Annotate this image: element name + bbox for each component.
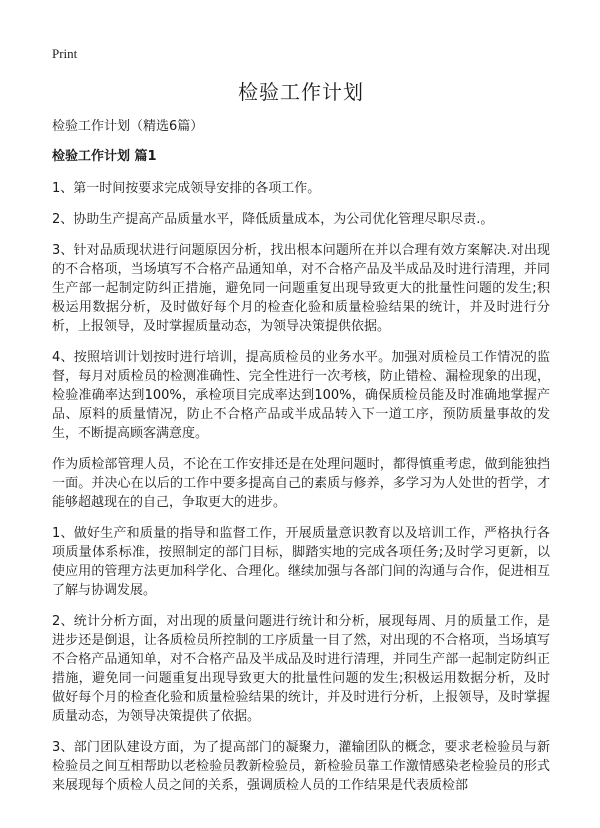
paragraph-8: 3、部门团队建设方面，为了提高部门的凝聚力，灌输团队的概念，要求老检验员与新检验员之间互相帮助以老检验员教新检验员，新检验员靠工作激情感染老检验员的形式来展现每个质检人员之间的关系，强调质检人员的工作结果是代表质检部 — [52, 740, 550, 793]
paragraph-6: 1、做好生产和质量的指导和监督工作，开展质量意识教育以及培训工作，严格执行各项质量体系标准，按照制定的部门目标，脚踏实地的完成各项任务;及时学习更新，以使应用的管理方法更加科学化、合理化。继续加强与各部门间的沟通与合作，促进相互了解与协调发展。 — [52, 526, 550, 598]
page-title: 检验工作计划 — [238, 80, 364, 104]
document-body — [52, 78, 550, 807]
paragraph-5: 作为质检部管理人员，不论在工作安排还是在处理问题时，都得慎重考虑，做到能独挡一面。并决心在以后的工作中要多提高自己的素质与修养，多学习为人处世的哲学，才能够超越现在的自己，争取更大的进步。 — [52, 457, 550, 510]
document-subtitle: 检验工作计划（精选6篇） — [52, 119, 204, 134]
paragraph-3: 3、针对品质现状进行问题原因分析，找出根本问题所在并以合理有效方案解决.对出现的不合格项，当场填写不合格产品通知单，对不合格产品及半成品及时进行清理，并同生产部一起制定防纠正措施，避免同一问题重复出现导致更大的批量性问题的发生;积极运用数据分析，及时做好每个月的检查化验和质量检验结果的统计，并及时进行分析，上报领导，及时掌握质量动态，为领导决策提供依据。 — [52, 243, 550, 334]
paragraph-2: 2、协助生产提高产品质量水平，降低质量成本，为公司优化管理尽职尽责.。 — [52, 212, 494, 227]
paragraph-1: 1、第一时间按要求完成领导安排的各项工作。 — [52, 181, 321, 196]
section-heading: 检验工作计划 篇1 — [52, 149, 157, 164]
print-link[interactable]: Print — [52, 46, 78, 61]
paragraph-7: 2、统计分析方面，对出现的质量问题进行统计和分析，展现每周、月的质量工作，是进步还是倒退，让各质检员所控制的工序质量一目了然，对出现的不合格项，当场填写不合格产品通知单，对不合格产品及半成品及时进行清理，并同生产部一起制定防纠正措施，避免同一问题重复出现导致更大的批量性问题的发生;积极运用数据分析，及时做好每个月的检查化验和质量检验结果的统计，并及时进行分析，上报领导，及时掌握质量动态，为领导决策提供了依据。 — [52, 614, 550, 724]
paragraph-4: 4、按照培训计划按时进行培训，提高质检员的业务水平。加强对质检员工作情况的监督，每月对质检员的检测准确性、完全性进行一次考核，防止错检、漏检现象的出现，检验准确率达到100%，承检项目完成率达到100%，确保质检员能及时准确地掌握产品、原料的质量情况，防止不合格产品或半成品转入下一道工序，预防质量事故的发生，不断提高顾客满意度。 — [52, 350, 550, 441]
